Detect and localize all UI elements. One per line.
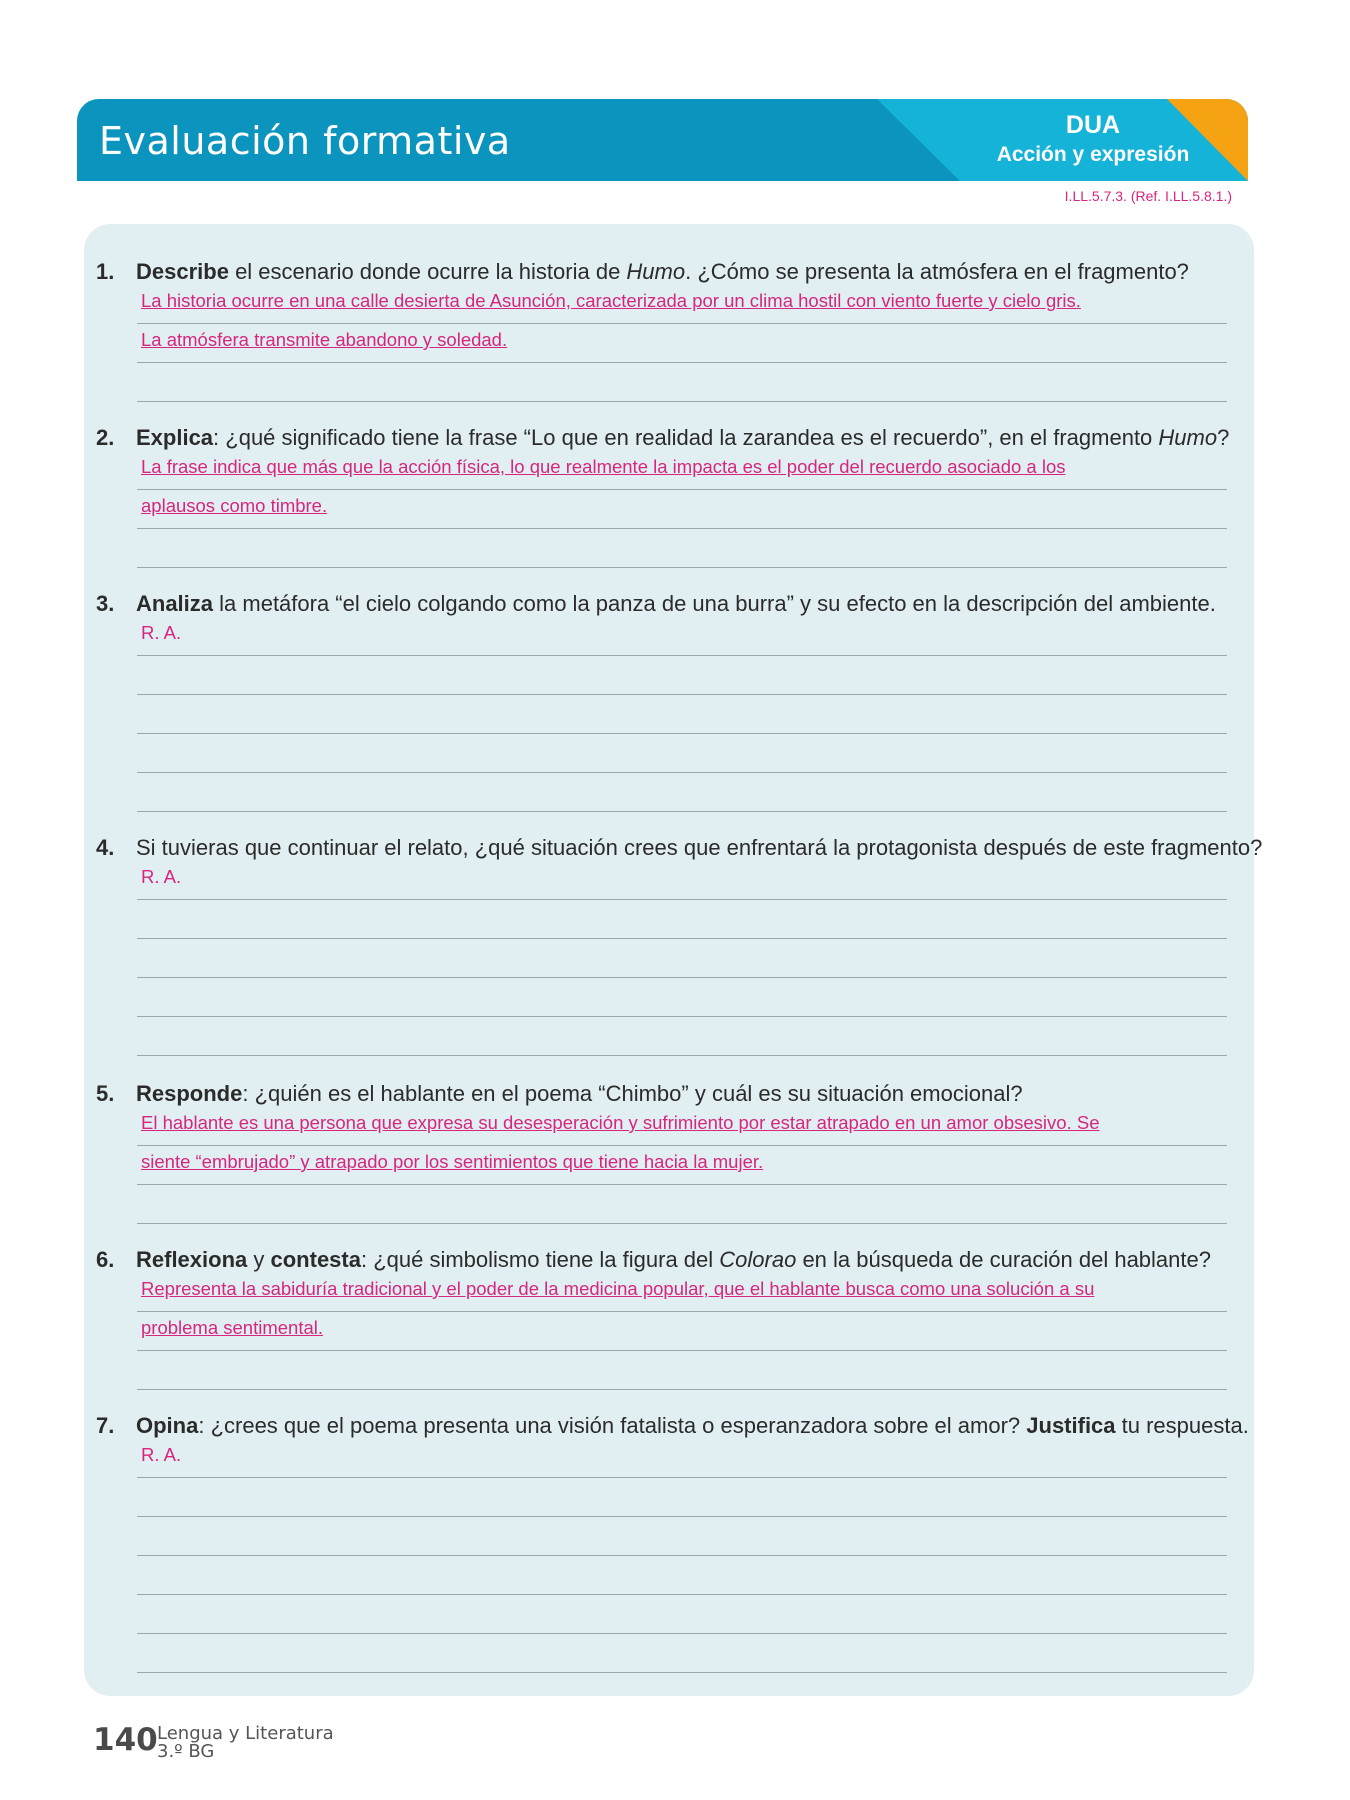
question-verb: Describe (136, 259, 229, 284)
answer-line[interactable]: problema sentimental. (137, 1313, 1227, 1351)
answer-line[interactable] (137, 774, 1227, 812)
answer-line[interactable]: R. A. (137, 1440, 1227, 1478)
question-6 (96, 1246, 1246, 1274)
page-number: 140 (93, 1722, 158, 1758)
question-number: 6. (96, 1247, 115, 1272)
answer-line[interactable] (137, 657, 1227, 695)
question-number: 3. (96, 591, 115, 616)
question-verb: Reflexiona (136, 1247, 248, 1272)
question-2 (96, 424, 1246, 452)
question-number: 1. (96, 259, 115, 284)
answer-line[interactable] (137, 1518, 1227, 1556)
dua-label: DUA (1065, 111, 1121, 139)
question-text: el escenario donde ocurre la historia de (228, 259, 627, 284)
answer-line[interactable]: La atmósfera transmite abandono y soledad. (137, 325, 1227, 363)
question-text: : ¿qué simbolismo tiene la figura del (360, 1247, 720, 1272)
answer-line[interactable]: R. A. (137, 862, 1227, 900)
indicator-code: I.LL.5.7.3. (Ref. I.LL.5.8.1.) (1064, 188, 1232, 204)
question-verb: Responde (136, 1081, 243, 1106)
question-text: y (247, 1247, 271, 1272)
answer-line[interactable] (137, 1479, 1227, 1517)
question-text: tu respuesta. (1115, 1413, 1249, 1438)
question-verb: Explica (136, 425, 214, 450)
answer-line[interactable] (137, 696, 1227, 734)
answer-line[interactable]: aplausos como timbre. (137, 491, 1227, 529)
section-header (77, 99, 1248, 181)
question-italic: Humo (626, 259, 686, 284)
question-verb: contesta (270, 1247, 361, 1272)
answer-line[interactable] (137, 530, 1227, 568)
subject-name: Lengua y Literatura (157, 1723, 334, 1744)
question-text: ? (1217, 425, 1230, 450)
question-3 (96, 590, 1246, 618)
section-title: Evaluación formativa (99, 119, 511, 163)
answer-line[interactable] (137, 901, 1227, 939)
footer-subject (157, 1725, 334, 1761)
answer-line[interactable] (137, 940, 1227, 978)
answer-line[interactable]: El hablante es una persona que expresa su desesperación y sufrimiento por estar atrapado en un amor obsesivo. Se (137, 1108, 1227, 1146)
answer-line[interactable]: siente “embrujado” y atrapado por los sentimientos que tiene hacia la mujer. (137, 1147, 1227, 1185)
question-verb: Justifica (1026, 1413, 1116, 1438)
answer-line[interactable] (137, 1352, 1227, 1390)
question-1 (96, 258, 1246, 286)
answer-line[interactable] (137, 1186, 1227, 1224)
question-text: Si tuvieras que continuar el relato, ¿qué situación crees que enfrentará la protagonista después de este fragmento? (136, 835, 1263, 860)
answer-line[interactable] (137, 1018, 1227, 1056)
question-text: . ¿Cómo se presenta la atmósfera en el fragmento? (685, 259, 1189, 284)
answer-line[interactable] (137, 1557, 1227, 1595)
answer-line[interactable] (137, 979, 1227, 1017)
grade-label: 3.º BG (157, 1741, 215, 1762)
answer-line[interactable]: Representa la sabiduría tradicional y el poder de la medicina popular, que el hablante busca como una solución a su (137, 1274, 1227, 1312)
answer-line[interactable]: La frase indica que más que la acción física, lo que realmente la impacta es el poder del recuerdo asociado a los (137, 452, 1227, 490)
dua-subtitle: Acción y expresión (996, 143, 1190, 166)
question-text: : ¿crees que el poema presenta una visión fatalista o esperanzadora sobre el amor? (198, 1413, 1027, 1438)
question-number: 7. (96, 1413, 115, 1438)
question-number: 2. (96, 425, 115, 450)
question-text: la metáfora “el cielo colgando como la panza de una burra” y su efecto en la descripción del ambiente. (213, 591, 1216, 616)
question-text: : ¿quién es el hablante en el poema “Chimbo” y cuál es su situación emocional? (242, 1081, 1023, 1106)
question-text: : ¿qué significado tiene la frase “Lo que en realidad la zarandea es el recuerdo”, en el fragmento (213, 425, 1159, 450)
answer-line[interactable]: La historia ocurre en una calle desierta de Asunción, caracterizada por un clima hostil con viento fuerte y cielo gris. (137, 286, 1227, 324)
answer-line[interactable]: R. A. (137, 618, 1227, 656)
answer-line[interactable] (137, 735, 1227, 773)
question-4 (96, 834, 1263, 862)
question-italic: Humo (1158, 425, 1218, 450)
answer-line[interactable] (137, 1596, 1227, 1634)
question-5 (96, 1080, 1246, 1108)
question-verb: Analiza (136, 591, 214, 616)
question-verb: Opina (136, 1413, 199, 1438)
answer-line[interactable] (137, 364, 1227, 402)
answer-line[interactable] (137, 1635, 1227, 1673)
question-7 (96, 1412, 1249, 1440)
question-text: en la búsqueda de curación del hablante? (796, 1247, 1211, 1272)
question-italic: Colorao (719, 1247, 797, 1272)
question-number: 4. (96, 835, 115, 860)
question-number: 5. (96, 1081, 115, 1106)
